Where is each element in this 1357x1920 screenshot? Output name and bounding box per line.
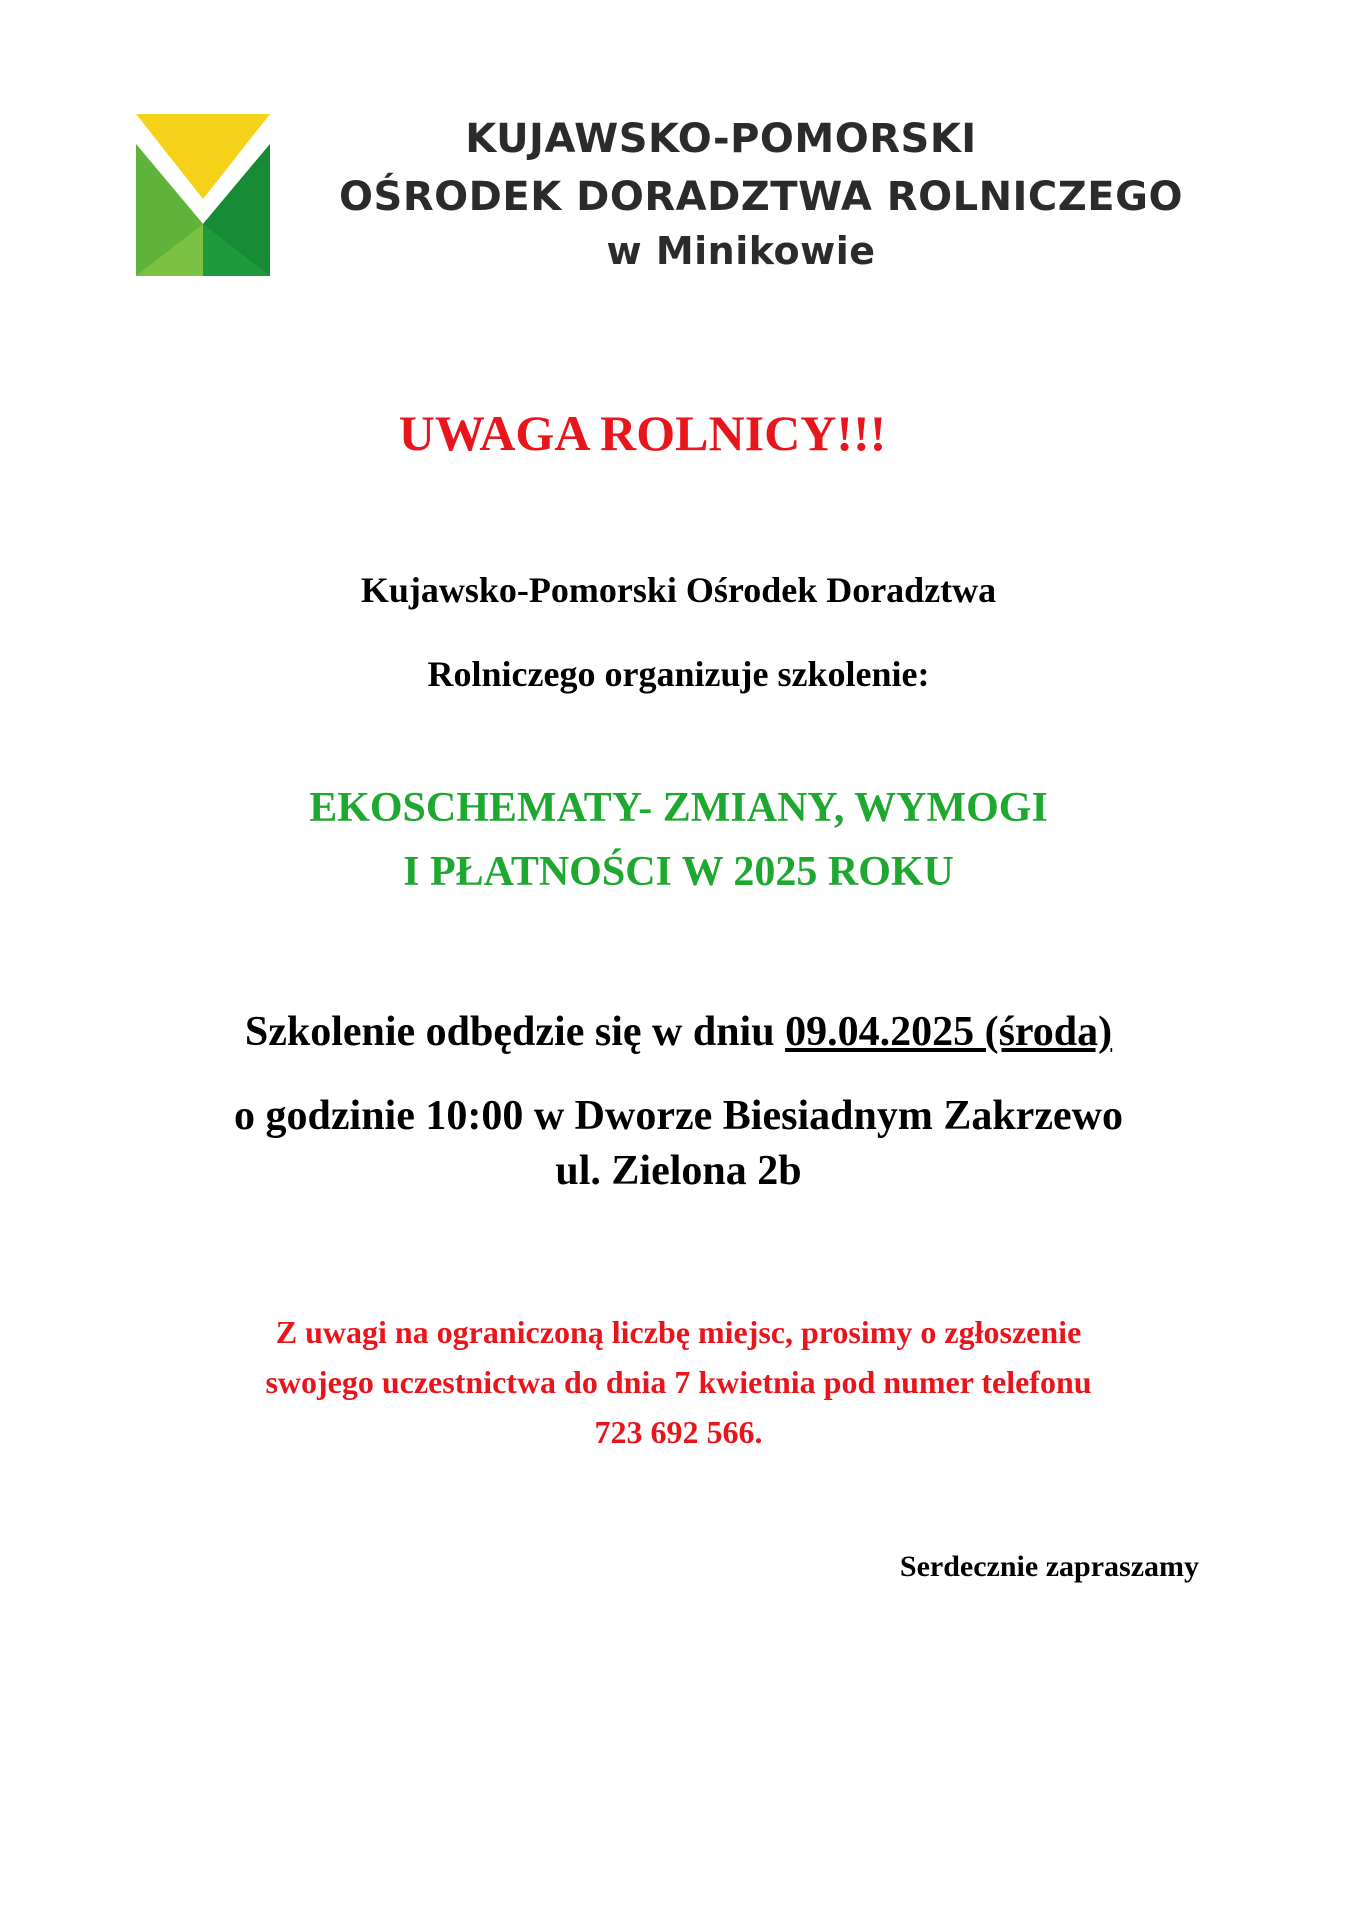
notice-line2: swojego uczestnictwa do dnia 7 kwietnia pod numer telefonu bbox=[265, 1364, 1092, 1400]
training-title bbox=[0, 776, 1357, 904]
notice-line1: Z uwagi na ograniczoną liczbę miejsc, prosimy o zgłoszenie bbox=[275, 1314, 1082, 1350]
training-title-line1: EKOSCHEMATY- ZMIANY, WYMOGI bbox=[309, 785, 1048, 831]
training-title-line2: I PŁATNOŚCI W 2025 ROKU bbox=[403, 849, 954, 895]
intro-line1: Kujawsko-Pomorski Ośrodek Doradztwa bbox=[360, 570, 997, 610]
organization-name bbox=[336, 110, 1186, 276]
registration-notice bbox=[0, 1307, 1357, 1457]
schedule-date: 09.04.2025 (środa) bbox=[785, 1009, 1113, 1055]
organization-logo-icon bbox=[136, 114, 270, 276]
notice-phone: 723 692 566. bbox=[594, 1414, 763, 1450]
org-name-line2: OŚRODEK DORADZTWA ROLNICZEGO bbox=[339, 174, 1183, 220]
schedule-info bbox=[0, 990, 1357, 1200]
org-name-line3: w Minikowie bbox=[606, 229, 876, 273]
alert-title: UWAGA ROLNICY!!! bbox=[398, 405, 887, 461]
schedule-date-line bbox=[0, 990, 1357, 1074]
closing-text: Serdecznie zapraszamy bbox=[899, 1550, 1199, 1583]
org-name-line1: KUJAWSKO-POMORSKI bbox=[465, 116, 977, 162]
intro-text bbox=[0, 548, 1357, 716]
schedule-time-place: o godzinie 10:00 w Dworze Biesiadnym Zakrzewo bbox=[234, 1093, 1123, 1139]
intro-line2: Rolniczego organizuje szkolenie: bbox=[427, 654, 930, 694]
schedule-address: ul. Zielona 2b bbox=[555, 1148, 802, 1194]
schedule-date-prefix: Szkolenie odbędzie się w dniu bbox=[244, 1009, 786, 1055]
header bbox=[136, 110, 1186, 290]
